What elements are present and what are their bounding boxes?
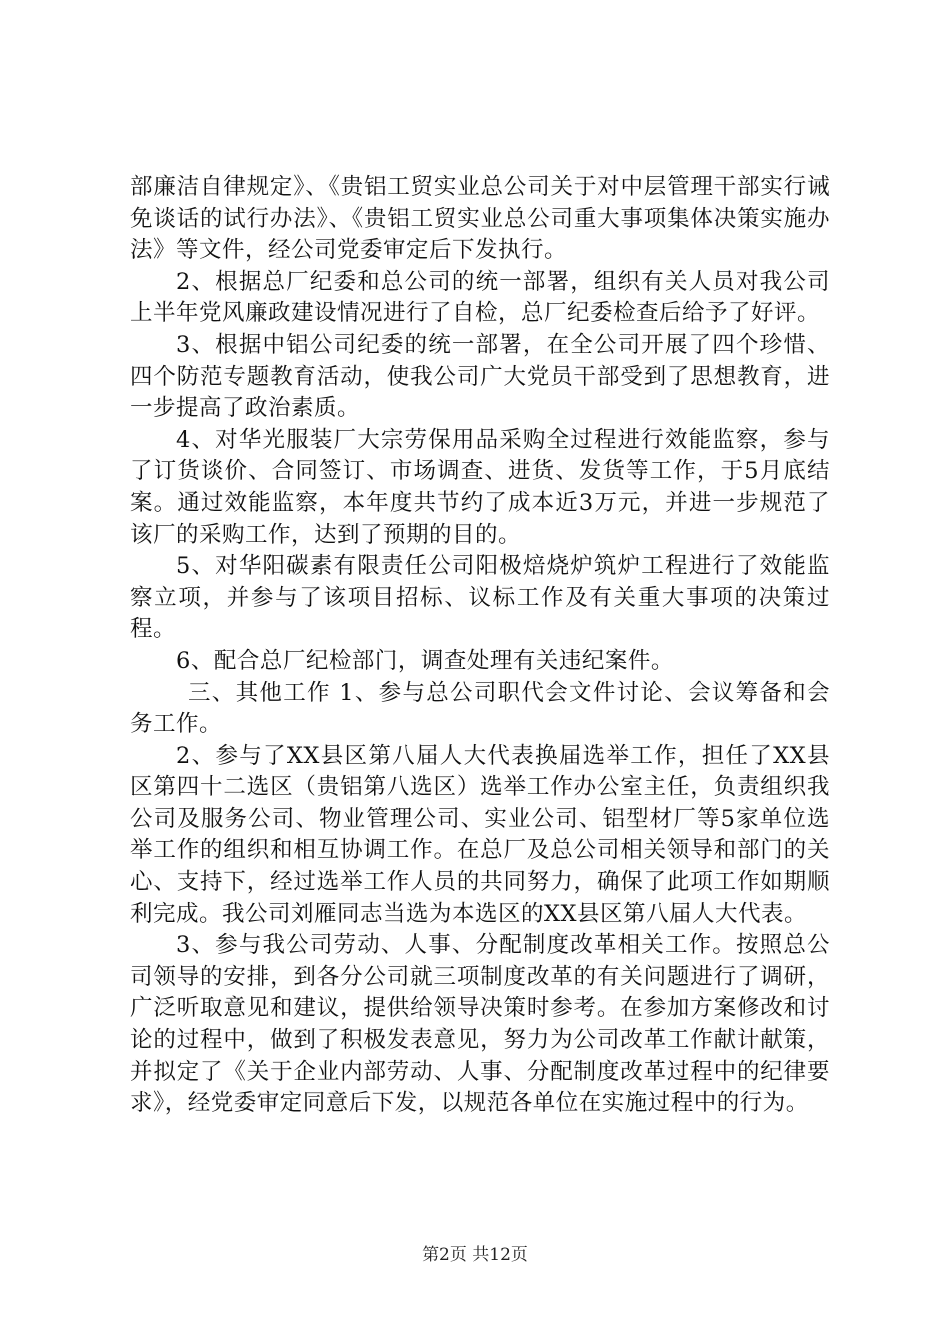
paragraph-section-other-work: 三、其他工作 1、参与总公司职代会文件讨论、会议筹备和会务工作。	[130, 679, 830, 738]
document-body	[130, 172, 830, 1120]
paragraph-item-6: 6、配合总厂纪检部门，调查处理有关违纪案件。	[176, 647, 674, 674]
paragraph-reform-work: 3、参与我公司劳动、人事、分配制度改革相关工作。按照总公司领导的安排，到各分公司就三项制度改革的有关问题进行了调研，广泛听取意见和建议，提供给领导决策时参考。在参加方案修改和讨论的过程中，做到了积极发表意见，努力为公司改革工作献计献策，并拟定了《关于企业内部劳动、人事、分配制度改革过程中的纪律要求》，经党委审定同意后下发，以规范各单位在实施过程中的行为。	[130, 932, 830, 1117]
paragraph-item-3: 3、根据中铝公司纪委的统一部署，在全公司开展了四个珍惜、四个防范专题教育活动，使我公司广大党员干部受到了思想教育，进一步提高了政治素质。	[130, 331, 830, 422]
paragraph-item-2: 2、根据总厂纪委和总公司的统一部署，组织有关人员对我公司上半年党风廉政建设情况进行了自检，总厂纪委检查后给予了好评。	[130, 268, 830, 327]
paragraph-item-5: 5、对华阳碳素有限责任公司阳极焙烧炉筑炉工程进行了效能监察立项，并参与了该项目招标、议标工作及有关重大事项的决策过程。	[130, 553, 830, 643]
paragraph-election-work: 2、参与了XX县区第八届人大代表换届选举工作，担任了XX县区第四十二选区（贵铝第八选区）选举工作办公室主任，负责组织我公司及服务公司、物业管理公司、实业公司、铝型材厂等5家单位选举工作的组织和相互协调工作。在总厂及总公司相关领导和部门的关心、支持下，经过选举工作人员的共同努力，确保了此项工作如期顺利完成。我公司刘雁同志当选为本选区的XX县区第八届人大代表。	[130, 742, 830, 927]
paragraph-continuation: 部廉洁自律规定》、《贵铝工贸实业总公司关于对中层管理干部实行诫免谈话的试行办法》、《贵铝工贸实业总公司重大事项集体决策实施办法》等文件，经公司党委审定后下发执行。	[130, 174, 830, 264]
page-number-footer: 第2页 共12页	[422, 1245, 528, 1265]
paragraph-item-4: 4、对华光服装厂大宗劳保用品采购全过程进行效能监察，参与了订货谈价、合同签订、市场调查、进货、发货等工作，于5月底结案。通过效能监察，本年度共节约了成本近3万元，并进一步规范了该厂的采购工作，达到了预期的目的。	[130, 426, 830, 548]
